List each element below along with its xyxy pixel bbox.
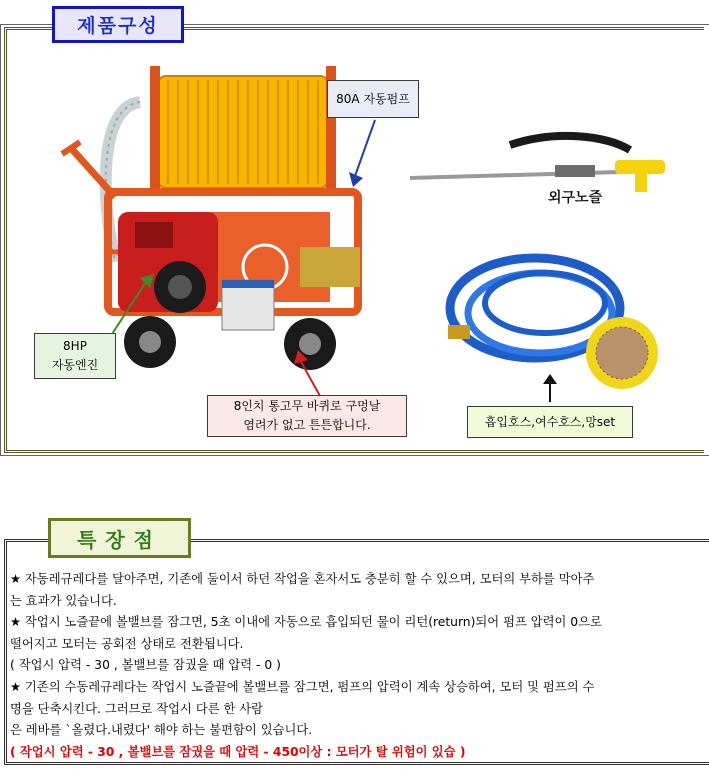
feature-line: ★ 작업시 노즐끝에 볼밸브를 잠그면, 5초 이내에 자동으로 흡입되던 물이 리턴(return)되어 펌프 압력이 0으로 [10, 615, 602, 630]
hoses-arrow-icon [540, 374, 560, 404]
feature-line: 떨어지고 모터는 공회전 상태로 전환됩니다. [10, 636, 244, 651]
section1-title: 제품구성 [52, 6, 184, 43]
engine-arrow-icon [110, 272, 160, 337]
feature-line: 는 효과가 있습니다. [10, 593, 117, 608]
pump-arrow-icon [345, 118, 385, 188]
hoses-callout: 흡입호스,여수호스,망set [467, 406, 633, 438]
feature-line: ★ 자동레규레다를 달아주면, 기존에 둘이서 하던 작업을 혼자서도 충분히 할 수 있으며, 모터의 부하를 막아주 [10, 572, 595, 586]
pump-callout: 80A 자동펌프 [327, 80, 419, 118]
engine-callout-line1: 8HP [63, 339, 87, 353]
wheels-arrow-icon [290, 350, 330, 400]
features-list [10, 569, 709, 763]
feature-line: ( 작업시 압력 - 30 , 볼밸브를 잠궜을 때 압력 - 0 ) [10, 658, 281, 673]
wheels-callout [207, 395, 407, 437]
feature-line: 은 레바를 `올렸다.내렸다' 해야 하는 불편함이 있습니다. [10, 723, 313, 738]
feature-line: 명을 단축시킨다. 그러므로 작업시 다른 한 사람 [10, 701, 264, 716]
wheels-callout-line2: 염려가 없고 튼튼합니다. [243, 418, 371, 432]
feature-line: ★ 기존의 수동레규레다는 작업시 노즐끝에 볼밸브를 잠그면, 펌프의 압력이 계속 상승하여, 모터 및 펌프의 수 [10, 679, 595, 694]
wheels-callout-line1: 8인치 통고무 바퀴로 구멍날 [233, 399, 381, 413]
nozzle-label: 외구노즐 [548, 190, 603, 206]
warning-line: ( 작업시 압력 - 30 , 볼밸브를 잠궜을 때 압력 - 450이상 : 모터가 탈 위험이 있습 ) [10, 744, 466, 759]
engine-callout-line2: 자동엔진 [51, 358, 99, 372]
section2-title: 특장점 [48, 518, 191, 558]
engine-callout [34, 333, 116, 379]
